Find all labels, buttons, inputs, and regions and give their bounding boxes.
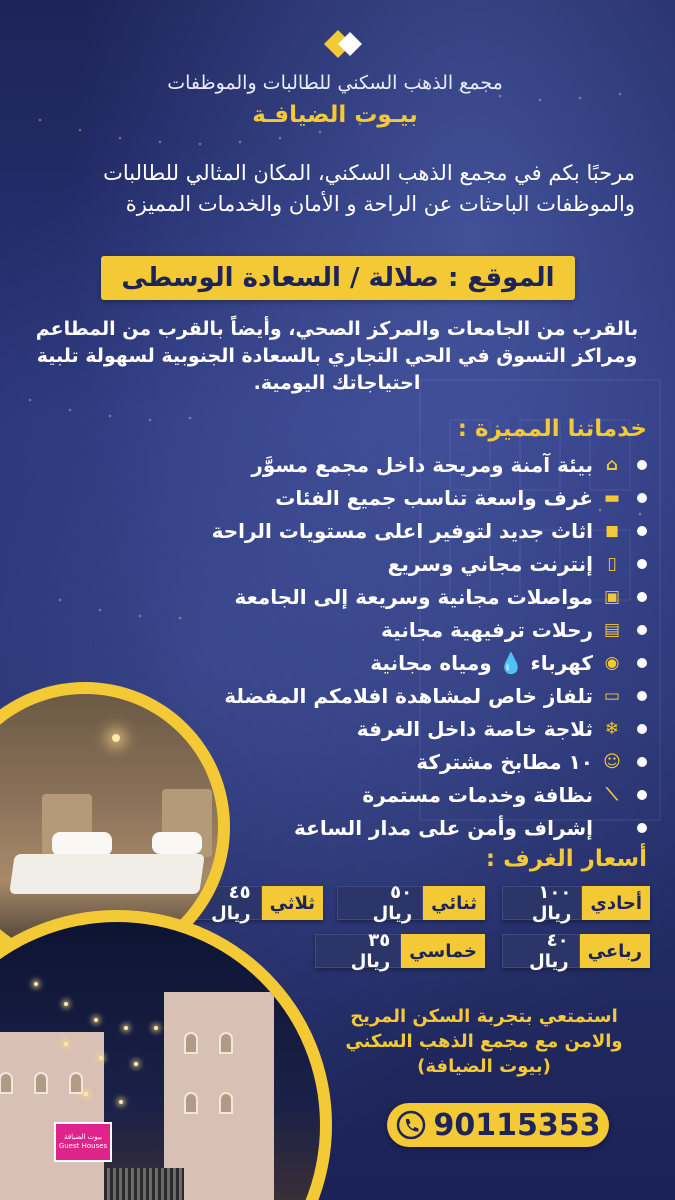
phone-icon: [396, 1110, 426, 1140]
snowflake-icon: ❄: [604, 718, 620, 739]
service-label: ١٠ مطابخ مشتركة: [416, 749, 593, 774]
bullet-icon: [637, 823, 647, 833]
prices-title: أسعار الغرف :: [485, 846, 647, 872]
org-name: مجمع الذهب السكني للطالبات والموظفات: [167, 72, 503, 94]
services-list: [177, 448, 647, 844]
broom-icon: ⟋: [606, 784, 618, 805]
location-description: بالقرب من الجامعات والمركز الصحي، وأيضاً بالقرب من المطاعم ومراكز التسوق في الحي التجاري بالسعادة الجنوبية لسهولة تلبية احتياجاتك اليومية.: [35, 318, 639, 394]
diamond-logo-icon: [310, 26, 366, 62]
couch-icon: ◼: [604, 520, 620, 541]
building-photo: [0, 910, 332, 1200]
bullet-icon: [637, 526, 647, 536]
closing-line: (بيوت الضيافة): [417, 1056, 551, 1077]
price-quint: [315, 930, 485, 972]
service-label: بيئة آمنة ومريحة داخل مجمع مسوَّر: [251, 452, 593, 477]
list-item: [177, 778, 647, 811]
bullet-icon: [637, 658, 647, 668]
service-label: إنترنت مجاني وسريع: [387, 551, 593, 576]
bullet-icon: [637, 790, 647, 800]
bed-icon: ▬: [603, 487, 621, 508]
service-label: نظافة وخدمات مستمرة: [362, 782, 593, 807]
list-item: [177, 613, 647, 646]
service-label: كهرباء 💧 ومياه مجانية: [370, 650, 593, 675]
price-quad: [502, 930, 650, 972]
location-banner: الموقع : صلالة / السعادة الوسطى: [101, 256, 575, 300]
service-label: تلفاز خاص لمشاهدة افلامكم المفضلة: [224, 683, 593, 708]
list-item: [177, 547, 647, 580]
price-value: ٤٠ ريال: [502, 934, 580, 968]
bullet-icon: [637, 757, 647, 767]
minibus-icon: ▤: [603, 619, 621, 640]
closing-text: [329, 1004, 639, 1079]
cook-icon: ☺: [603, 751, 621, 772]
price-value: ٥٠ ريال: [337, 886, 423, 920]
list-item: [177, 448, 647, 481]
list-item: [177, 745, 647, 778]
bullet-icon: [637, 493, 647, 503]
list-item: [177, 580, 647, 613]
bullet-icon: [637, 691, 647, 701]
list-item: [177, 712, 647, 745]
service-label: مواصلات مجانية وسريعة إلى الجامعة: [234, 584, 593, 609]
bulb-icon: ◉: [604, 652, 620, 673]
service-label: رحلات ترفيهية مجانية: [381, 617, 593, 642]
welcome-text: مرحبًا بكم في مجمع الذهب السكني، المكان المثالي للطالبات والموظفات الباحثات عن الراحة و الأمان والخدمات المميزة: [103, 161, 635, 216]
price-name: خماسي: [401, 934, 485, 968]
bullet-icon: [637, 724, 647, 734]
bullet-icon: [637, 460, 647, 470]
tv-icon: ▭: [603, 685, 621, 706]
guest-house-sign: بيوت الضيافة Guest Houses: [54, 1122, 112, 1162]
wifi-icon: ▯: [607, 553, 617, 574]
closing-line: استمتعي بتجربة السكن المريح: [350, 1006, 618, 1027]
service-label: غرف واسعة تناسب جميع الفئات: [275, 485, 593, 510]
service-label: اثاث جديد لتوفير اعلى مستويات الراحة: [211, 518, 593, 543]
closing-line: والامن مع مجمع الذهب السكني: [345, 1031, 623, 1052]
bullet-icon: [637, 625, 647, 635]
list-item: [177, 481, 647, 514]
service-label: ثلاجة خاصة داخل الغرفة: [356, 716, 593, 741]
house-icon: ⌂: [605, 454, 619, 475]
brand-name: بيـوت الضيافـة: [252, 102, 418, 128]
price-name: أحادي: [582, 886, 650, 920]
phone-number: 90115353: [433, 1107, 601, 1143]
price-single: [502, 882, 650, 924]
price-double: [337, 882, 485, 924]
price-value: ١٠٠ ريال: [502, 886, 582, 920]
bus-icon: ▣: [603, 586, 621, 607]
list-item: [177, 514, 647, 547]
phone-button[interactable]: [387, 1103, 609, 1147]
list-item: [177, 811, 647, 844]
price-name: رباعي: [580, 934, 650, 968]
service-label: إشراف وأمن على مدار الساعة: [294, 815, 593, 840]
price-value: ٤٥ ريال: [173, 886, 262, 920]
list-item: [177, 679, 647, 712]
price-name: ثنائي: [423, 886, 485, 920]
bullet-icon: [637, 559, 647, 569]
price-name: ثلاثي: [262, 886, 323, 920]
services-title: خدماتنا المميزة :: [457, 416, 647, 442]
bullet-icon: [637, 592, 647, 602]
list-item: [177, 646, 647, 679]
price-value: ٣٥ ريال: [315, 934, 401, 968]
